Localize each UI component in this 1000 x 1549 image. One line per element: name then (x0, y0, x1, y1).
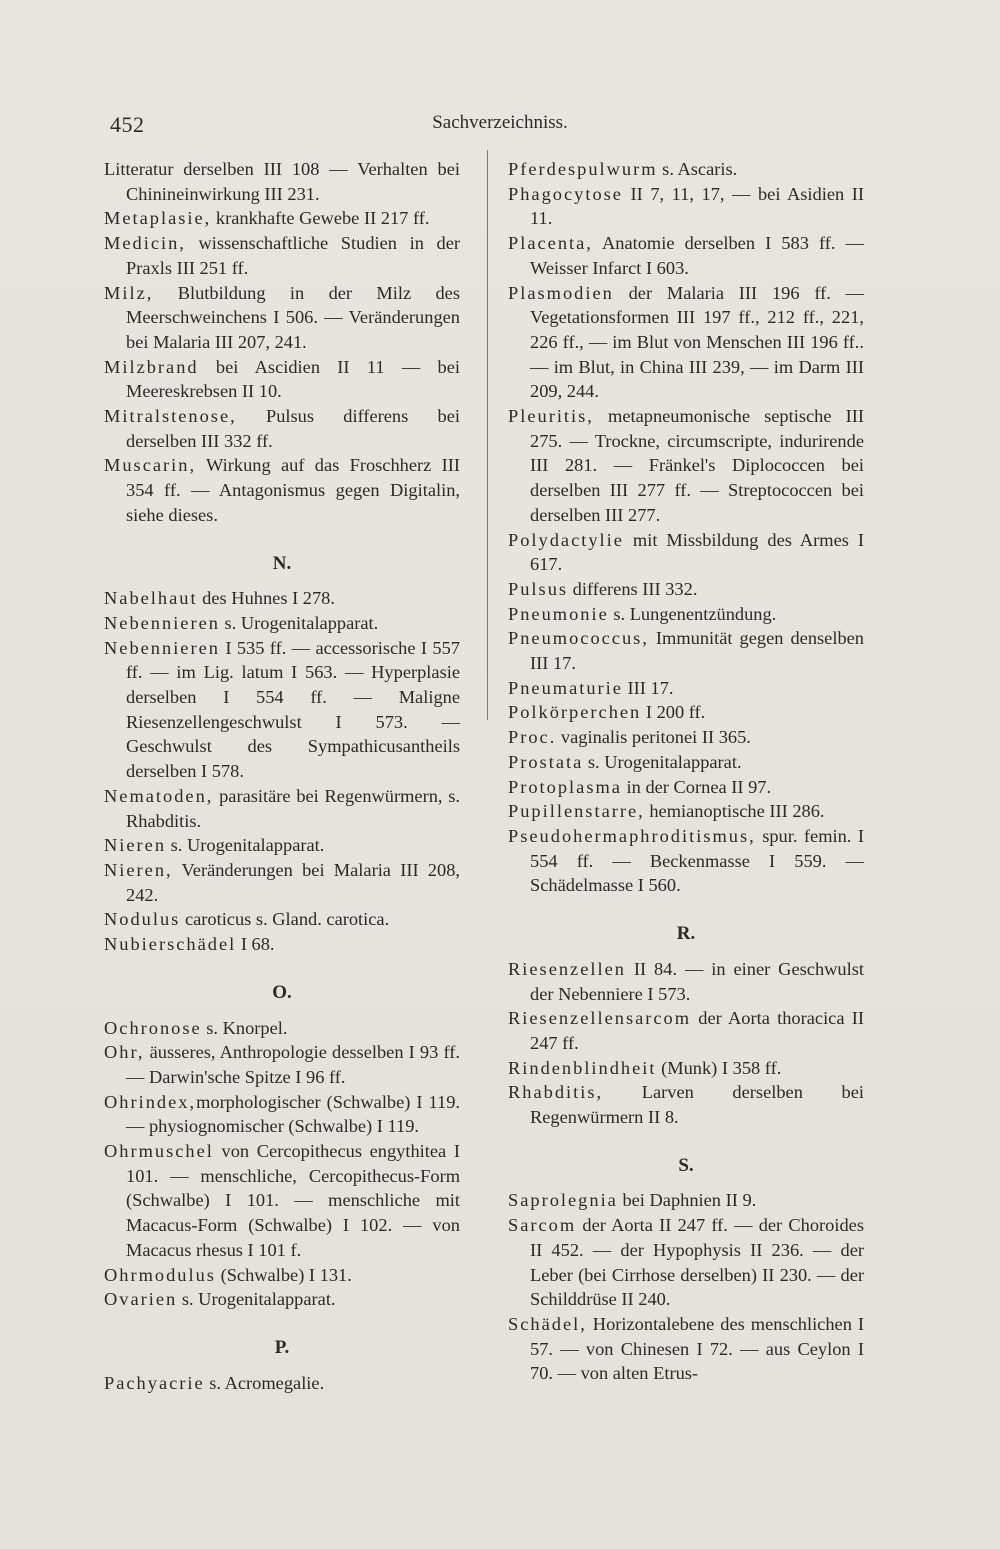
index-entry (104, 1287, 460, 1312)
index-text: Immunität gegen denselben III 17. (530, 628, 864, 674)
index-text: Blutbildung in der Milz des Meerschweinchens I 506. — Veränderungen bei Malaria III 207, 241. (126, 282, 460, 352)
index-text: s. Urogenitalapparat. (219, 612, 379, 633)
index-keyword: Rhabditis, (508, 1082, 604, 1103)
index-keyword: Riesenzellensarcom (508, 1008, 692, 1029)
index-text: bei Ascidien II 11 — bei Meereskrebsen II 10. (126, 356, 460, 402)
index-text: II 7, 11, 17, — bei Asidien II 11. (530, 183, 864, 229)
index-entry (508, 775, 864, 800)
index-text: der Aorta II 247 ff. — der Choroides II 452. — der Hypophysis II 236. — der Leber (bei Cirrhose derselben) II 230. — der Schilddrüse II 240. (530, 1215, 864, 1310)
index-keyword: Ochronose (104, 1017, 202, 1038)
index-keyword: Pneumococcus, (508, 628, 649, 649)
index-keyword: Prostata (508, 751, 584, 772)
index-entry (508, 157, 864, 182)
index-entry (104, 231, 460, 280)
column-divider (487, 150, 488, 720)
index-text: Pulsus differens bei derselben III 332 ff. (126, 406, 460, 451)
index-keyword: Pulsus (508, 578, 569, 599)
index-keyword: Plasmodien (508, 282, 614, 303)
index-text: s. Acromegalie. (204, 1372, 325, 1393)
index-entry (508, 1056, 864, 1081)
index-text: s. Lungenentzündung. (608, 603, 777, 624)
index-keyword: Muscarin, (104, 455, 197, 476)
index-text: krankhafte Gewebe II 217 ff. (211, 208, 430, 229)
index-text: s. Ascaris. (657, 159, 738, 179)
index-keyword: Ohrmodulus (104, 1264, 216, 1285)
index-keyword: Nieren (104, 835, 167, 856)
index-text: von Cercopithecus engythitea I 101. — menschliche, Cercopithecus-Form (Schwalbe) I 101. — menschliche mit Macacus-Form (Schwalbe) I 102. — von Macacus rhesus I 101 f. (126, 1141, 460, 1260)
index-keyword: Ohrindex, (104, 1091, 197, 1112)
index-keyword: Medicin, (104, 233, 186, 254)
index-keyword: Polkörperchen (508, 702, 642, 723)
index-keyword: Pferdespulwurm (508, 159, 658, 179)
index-text: der Malaria III 196 ff. — Vegetationsformen III 197 ff., 212 ff., 221, 226 ff., — im Blut von Menschen III 196 ff.. — im Blut, in China III 239, — im Darm III 209, 244. (530, 282, 864, 402)
index-text: Wirkung auf das Froschherz III 354 ff. — Antagonismus gegen Digitalin, siehe dieses. (126, 455, 460, 525)
running-head: Sachverzeichniss. (432, 112, 568, 133)
index-entry (104, 784, 460, 833)
index-text: s. Urogenitalapparat. (166, 835, 325, 856)
index-entry (508, 528, 864, 577)
index-keyword: Sarcom (508, 1215, 577, 1236)
index-text: Larven derselben bei Regenwürmern II 8. (530, 1082, 864, 1128)
index-entry (508, 725, 864, 750)
index-keyword: Nabelhaut (104, 588, 198, 609)
index-text: Litteratur derselben III 108 — Verhalten bei Chinineinwirkung III 231. (104, 159, 460, 204)
index-entry (508, 750, 864, 775)
index-text: III 17. (622, 677, 674, 698)
index-entry (104, 206, 460, 231)
index-text: Veränderungen bei Malaria III 208, 242. (126, 859, 460, 905)
index-entry (104, 636, 460, 784)
index-keyword: Nieren, (104, 859, 173, 880)
index-keyword: Ovarien (104, 1289, 178, 1310)
index-entry (508, 957, 864, 1006)
index-entry (508, 1312, 864, 1386)
index-entry (104, 932, 460, 957)
index-keyword: Pleuritis, (508, 406, 594, 427)
index-text: parasitäre bei Regenwürmern, s. Rhabditis. (126, 785, 460, 831)
index-keyword: Metaplasie, (104, 208, 212, 229)
index-entry (508, 1006, 864, 1055)
index-entry (104, 453, 460, 527)
index-entry (508, 281, 864, 405)
index-entry (508, 231, 864, 280)
index-entry (104, 1090, 460, 1139)
index-entry (508, 577, 864, 602)
index-entry (508, 1188, 864, 1213)
index-text: Horizontalebene des menschlichen I 57. — von Chinesen I 72. — aus Ceylon I 70. — von alten Etrus- (530, 1313, 864, 1384)
index-text: s. Knorpel. (201, 1017, 288, 1038)
section-letter: R. (676, 923, 696, 945)
index-text: I 200 ff. (641, 702, 706, 723)
index-entry (104, 281, 460, 355)
index-keyword: Nebennieren (104, 612, 220, 633)
index-text: I 68. (236, 934, 275, 955)
index-entry (104, 611, 460, 636)
index-entry (508, 602, 864, 627)
section-letter: N. (272, 552, 292, 574)
index-text: II 84. — in einer Geschwulst der Nebenniere I 573. (530, 958, 864, 1004)
index-text: s. Urogenitalapparat. (583, 751, 742, 772)
index-text: Anatomie derselben I 583 ff. — Weisser Infarct I 603. (530, 233, 864, 278)
index-text: in der Cornea II 97. (621, 776, 772, 797)
index-entry (104, 1371, 460, 1396)
index-entry (104, 586, 460, 611)
index-keyword: Schädel, (508, 1313, 587, 1334)
index-entry (508, 626, 864, 675)
index-keyword: Nematoden, (104, 785, 214, 806)
index-text: I 535 ff. — accessorische I 557 ff. — im Lig. latum I 563. — Hyperplasie derselben I 554 ff. — Maligne Riesenzellengeschwulst I 573. — Geschwulst des Sympathicusantheils derselben I 578. (126, 637, 460, 782)
index-keyword: Milzbrand (104, 356, 199, 377)
index-text: morphologischer (Schwalbe) I 119. — physiognomischer (Schwalbe) I 119. (126, 1091, 460, 1137)
index-keyword: Rindenblindheit (508, 1057, 657, 1078)
index-entry (508, 700, 864, 725)
index-keyword: Pachyacrie (104, 1372, 205, 1393)
section-letter: O. (272, 981, 292, 1003)
index-keyword: Riesenzellen (508, 958, 626, 979)
page-number: 452 (110, 112, 145, 137)
index-text: der Aorta thoracica II 247 ff. (530, 1008, 864, 1053)
index-keyword: Nebennieren (104, 637, 220, 658)
index-entry (104, 157, 460, 206)
index-entry (104, 1139, 460, 1263)
index-keyword: Placenta, (508, 233, 593, 254)
index-keyword: Mitralstenose, (104, 406, 237, 427)
index-text: (Munk) I 358 ff. (656, 1057, 782, 1078)
index-entry (104, 355, 460, 404)
index-text: bei Daphnien II 9. (617, 1190, 757, 1211)
index-entry (508, 799, 864, 824)
index-keyword: Nubierschädel (104, 934, 237, 955)
index-column-right (508, 157, 864, 1386)
index-text: metapneumonische septische III 275. — Trockne, circumscripte, indurirende III 281. — Fränkel's Diplococcen bei derselben III 277 ff. — Streptococcen bei derselben III 277. (530, 406, 864, 525)
index-text: (Schwalbe) I 131. (215, 1264, 352, 1285)
index-keyword: Milz, (104, 282, 154, 303)
index-text: spur. femin. I 554 ff. — Beckenmasse I 559. — Schädelmasse I 560. (530, 825, 864, 896)
section-letter: P. (274, 1336, 290, 1358)
index-entry (104, 404, 460, 453)
index-keyword: Pseudohermaphroditismus, (508, 825, 756, 846)
index-entry (508, 404, 864, 528)
index-text: s. Urogenitalapparat. (177, 1289, 336, 1310)
index-keyword: Pneumonie (508, 603, 609, 624)
section-letter: S. (678, 1154, 694, 1176)
index-text: hemianoptische III 286. (644, 801, 825, 822)
index-text: äusseres, Anthropologie desselben I 93 ff. — Darwin'sche Spitze I 96 ff. (126, 1042, 460, 1087)
index-text: mit Missbildung des Armes I 617. (530, 529, 864, 575)
index-keyword: Nodulus (104, 909, 181, 930)
index-column-left (104, 157, 460, 1395)
index-keyword: Pupillenstarre, (508, 801, 645, 822)
index-keyword: Ohr, (104, 1042, 145, 1063)
index-entry (508, 1080, 864, 1129)
index-entry (104, 1040, 460, 1089)
index-text: vaginalis peritonei II 365. (556, 727, 751, 748)
index-text: des Huhnes I 278. (197, 588, 335, 609)
index-keyword: Protoplasma (508, 776, 622, 797)
index-entry (508, 676, 864, 701)
index-keyword: Proc. (508, 727, 557, 748)
index-entry (104, 1016, 460, 1041)
index-keyword: Ohrmuschel (104, 1141, 214, 1162)
index-keyword: Phagocytose (508, 183, 623, 204)
index-entry (508, 1213, 864, 1312)
index-entry (508, 824, 864, 898)
index-text: wissenschaftliche Studien in der Praxls III 251 ff. (126, 233, 460, 278)
index-keyword: Saprolegnia (508, 1190, 618, 1211)
index-text: differens III 332. (568, 578, 698, 599)
index-entry (508, 182, 864, 231)
index-entry (104, 833, 460, 858)
index-entry (104, 858, 460, 907)
index-entry (104, 907, 460, 932)
index-text: caroticus s. Gland. carotica. (180, 909, 390, 930)
index-keyword: Polydactylie (508, 529, 624, 550)
index-entry (104, 1263, 460, 1288)
index-keyword: Pneumaturie (508, 677, 623, 698)
